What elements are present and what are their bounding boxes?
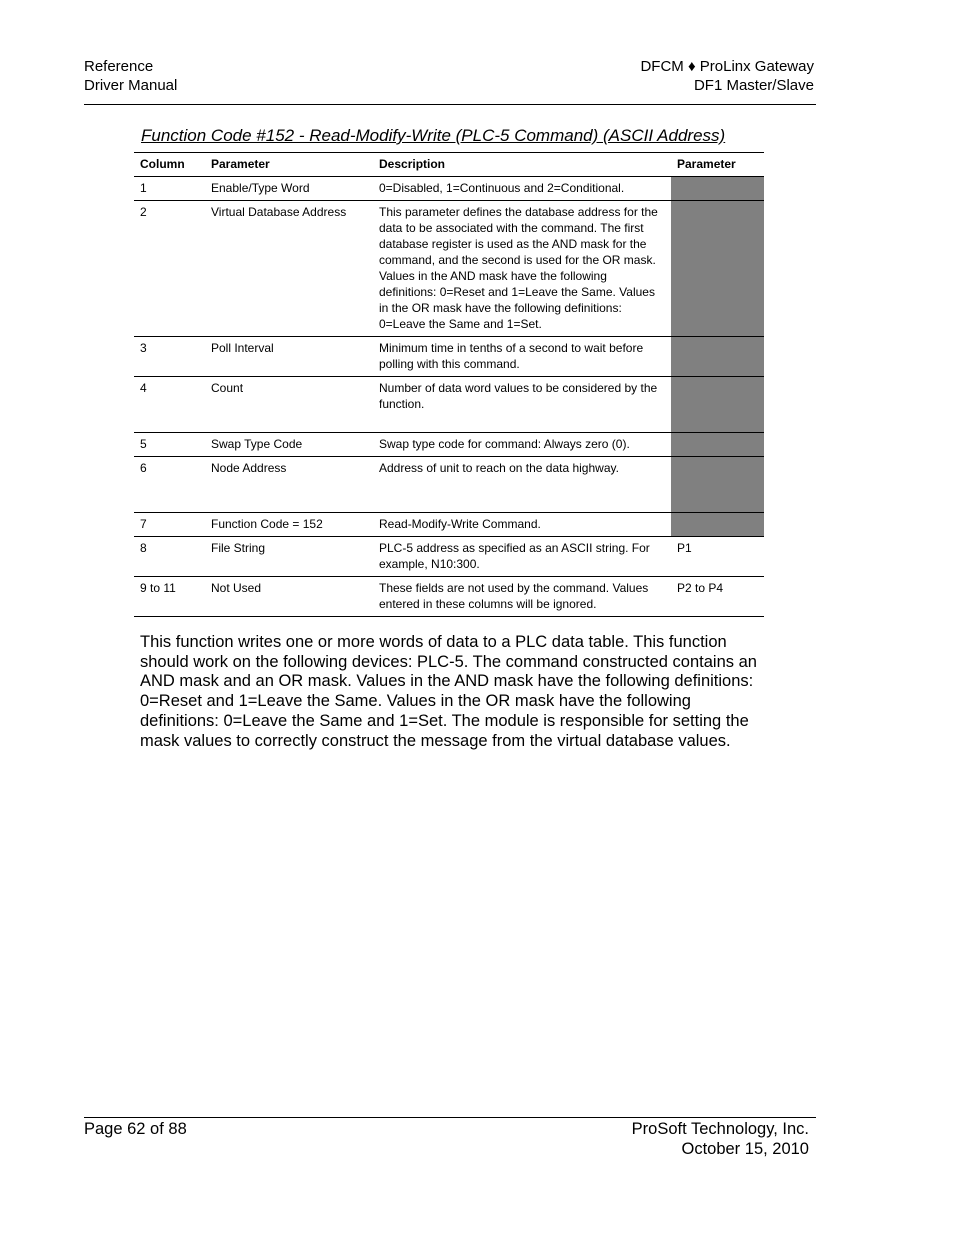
footer-right (632, 1120, 809, 1159)
cell-description: 0=Disabled, 1=Continuous and 2=Conditional. (373, 177, 671, 201)
cell-parameter: Count (205, 377, 373, 433)
cell-parameter-value (671, 433, 764, 457)
footer-company: ProSoft Technology, Inc. (631, 1120, 809, 1138)
table-row (134, 537, 764, 577)
footer-rule (84, 1117, 816, 1118)
table-row (134, 377, 764, 433)
cell-column: 1 (134, 177, 205, 201)
header-column: Column (134, 153, 205, 177)
cell-parameter: Function Code = 152 (205, 513, 373, 537)
cell-parameter: Enable/Type Word (205, 177, 373, 201)
header-parameter: Parameter (205, 153, 373, 177)
cell-description: This parameter defines the database address for the data to be associated with the command. The first database register is used as the AND mask for the command, and the second is used for the OR mask. Values in the AND mask have the following definitions: 0=Reset and 1=Leave the Same. Values in the OR mask have the following definitions: 0=Leave the Same and 1=Set. (373, 201, 671, 337)
cell-parameter-value (671, 377, 764, 433)
cell-parameter-value: P2 to P4 (671, 577, 764, 617)
header-right (640, 57, 814, 95)
cell-parameter-value (671, 177, 764, 201)
header-protocol: DF1 Master/Slave (693, 77, 814, 94)
table-row (134, 577, 764, 617)
cell-parameter-value (671, 201, 764, 337)
cell-parameter: Poll Interval (205, 337, 373, 377)
cell-parameter: Swap Type Code (205, 433, 373, 457)
cell-parameter: Node Address (205, 457, 373, 513)
cell-parameter: Not Used (205, 577, 373, 617)
cell-column: 4 (134, 377, 205, 433)
table-row (134, 177, 764, 201)
cell-description: Minimum time in tenths of a second to wait before polling with this command. (373, 337, 671, 377)
cell-description: Address of unit to reach on the data highway. (373, 457, 671, 513)
table-row (134, 337, 764, 377)
cell-description: Swap type code for command: Always zero (0). (373, 433, 671, 457)
header-reference: Reference (84, 58, 154, 75)
cell-description: Number of data word values to be considered by the function. (373, 377, 671, 433)
table-row (134, 433, 764, 457)
cell-column: 7 (134, 513, 205, 537)
header-driver-manual: Driver Manual (84, 77, 178, 94)
cell-parameter: Virtual Database Address (205, 201, 373, 337)
header-parameter-value: Parameter (671, 153, 764, 177)
cell-description: PLC-5 address as specified as an ASCII string. For example, N10:300. (373, 537, 671, 577)
cell-column: 8 (134, 537, 205, 577)
footer-date: October 15, 2010 (681, 1139, 809, 1158)
footer-page-number: Page 62 of 88 (84, 1120, 187, 1138)
cell-parameter-value: P1 (671, 537, 764, 577)
cell-parameter-value (671, 513, 764, 537)
cell-description: Read-Modify-Write Command. (373, 513, 671, 537)
table-body (134, 177, 764, 617)
cell-parameter-value (671, 337, 764, 377)
cell-description: These fields are not used by the command. Values entered in these columns will be ignored. (373, 577, 671, 617)
cell-column: 5 (134, 433, 205, 457)
body-paragraph: This function writes one or more words of data to a PLC data table. This function should work on the following devices: PLC-5. The command constructed contains an AND mask and an OR mask. Values in the AND mask have the following definitions: 0=Reset and 1=Leave the Same. Values in the OR mask have the following definitions: 0=Leave the Same and 1=Set. The module is responsible for setting the mask values to correctly construct the message from the virtual database values. (140, 633, 757, 750)
header-product: DFCM ♦ ProLinx Gateway (640, 58, 814, 75)
parameter-table (134, 152, 764, 617)
cell-parameter: File String (205, 537, 373, 577)
table-row (134, 457, 764, 513)
header-description: Description (373, 153, 671, 177)
table-row (134, 201, 764, 337)
header-rule (84, 104, 816, 105)
cell-column: 6 (134, 457, 205, 513)
cell-parameter-value (671, 457, 764, 513)
cell-column: 3 (134, 337, 205, 377)
cell-column: 9 to 11 (134, 577, 205, 617)
table-row (134, 513, 764, 537)
cell-column: 2 (134, 201, 205, 337)
table-caption: Function Code #152 - Read-Modify-Write (PLC-5 Command) (ASCII Address) (141, 126, 726, 145)
table-header-row (134, 153, 764, 177)
header-left (84, 57, 177, 95)
